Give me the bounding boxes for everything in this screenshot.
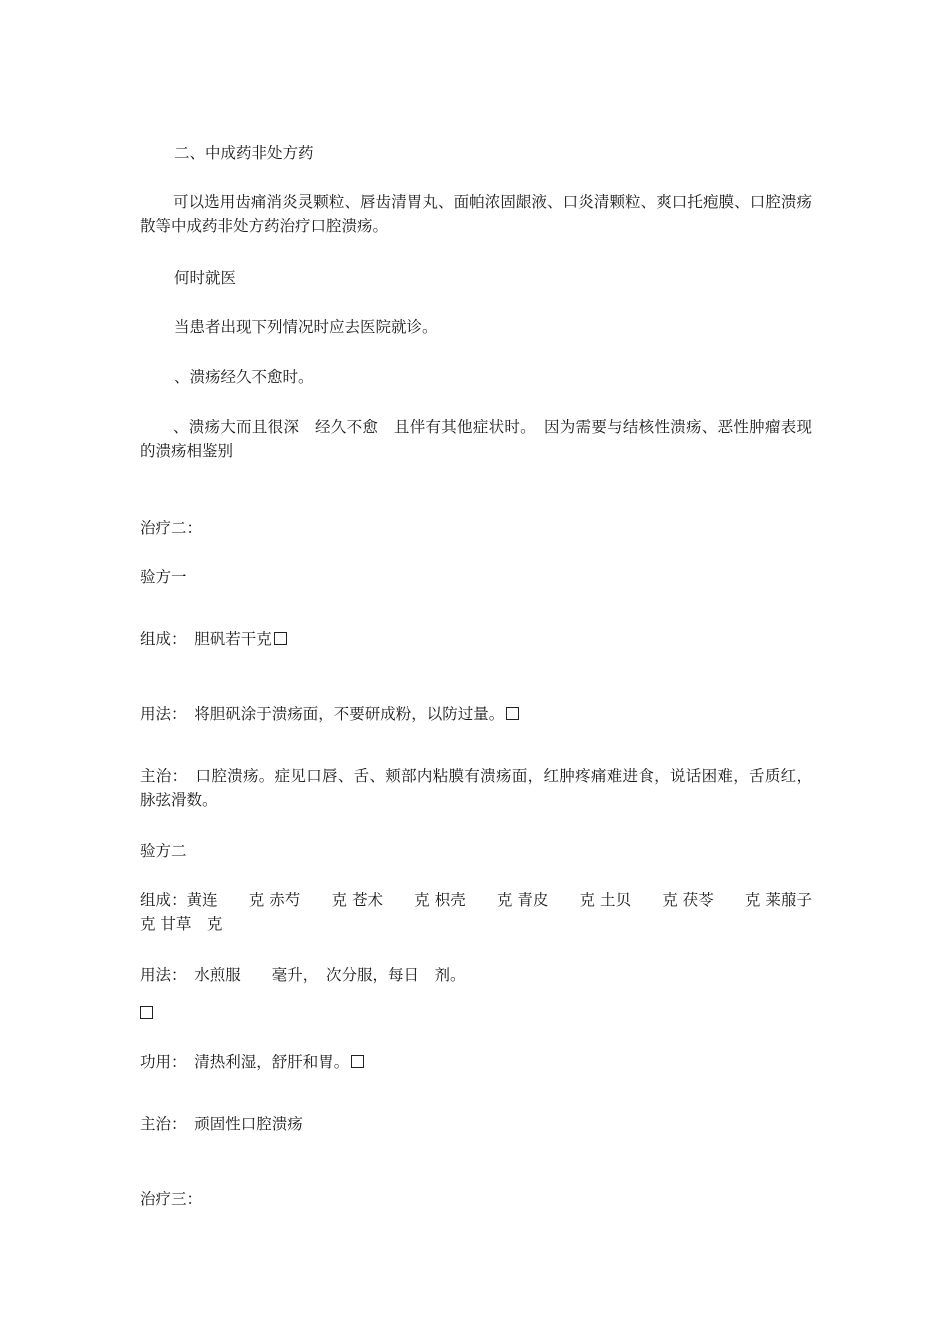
recipe-1-composition-text: 组成： 胆矾若干克 <box>140 630 272 648</box>
list-item-2: 、溃疡大而且很深 经久不愈 且伴有其他症状时。 因为需要与结核性溃疡、恶性肿瘤表现的溃疡相鉴别 <box>140 418 812 460</box>
recipe-2-indication: 主治： 顽固性口腔溃疡 <box>140 1115 303 1133</box>
recipe-1-usage <box>140 702 812 726</box>
heading-otc: 二、中成药非处方药 <box>174 144 314 162</box>
recipe-2-composition: 组成：黄连 克 赤芍 克 苍术 克 枳壳 克 青皮 克 土贝 克 茯苓 克 莱菔子 克 甘草 克 <box>140 891 844 933</box>
list-item-1: 、溃疡经久不愈时。 <box>174 368 314 386</box>
placeholder-box-icon <box>351 1055 364 1068</box>
recipe-2-function <box>140 1050 812 1074</box>
placeholder-box-icon <box>140 1006 153 1019</box>
heading-treatment-3: 治疗三： <box>140 1190 203 1208</box>
heading-when-to-see-doctor: 何时就医 <box>174 269 237 287</box>
recipe-2-box-line <box>140 1001 812 1025</box>
paragraph-when-to-see-doctor: 当患者出现下列情况时应去医院就诊。 <box>174 318 438 336</box>
recipe-1-composition <box>140 627 812 651</box>
recipe-2-title: 验方二 <box>140 842 187 860</box>
heading-treatment-2: 治疗二： <box>140 519 203 537</box>
placeholder-box-icon <box>274 632 287 645</box>
placeholder-box-icon <box>506 707 519 720</box>
recipe-1-title: 验方一 <box>140 568 187 586</box>
paragraph-otc: 可以选用齿痛消炎灵颗粒、唇齿清胃丸、面帕浓固龈液、口炎清颗粒、爽口托疱膜、口腔溃疡散等中成药非处方药治疗口腔溃疡。 <box>140 193 812 235</box>
recipe-1-usage-text: 用法： 将胆矾涂于溃疡面，不要研成粉，以防过量。 <box>140 705 505 723</box>
recipe-2-function-text: 功用： 清热利湿，舒肝和胃。 <box>140 1053 350 1071</box>
recipe-2-usage: 用法： 水煎服 毫升， 次分服，每日 剂。 <box>140 966 466 984</box>
recipe-1-indication: 主治： 口腔溃疡。症见口唇、舌、颊部内粘膜有溃疡面，红肿疼痛难进食，说话困难，舌质红，脉弦滑数。 <box>140 767 812 809</box>
